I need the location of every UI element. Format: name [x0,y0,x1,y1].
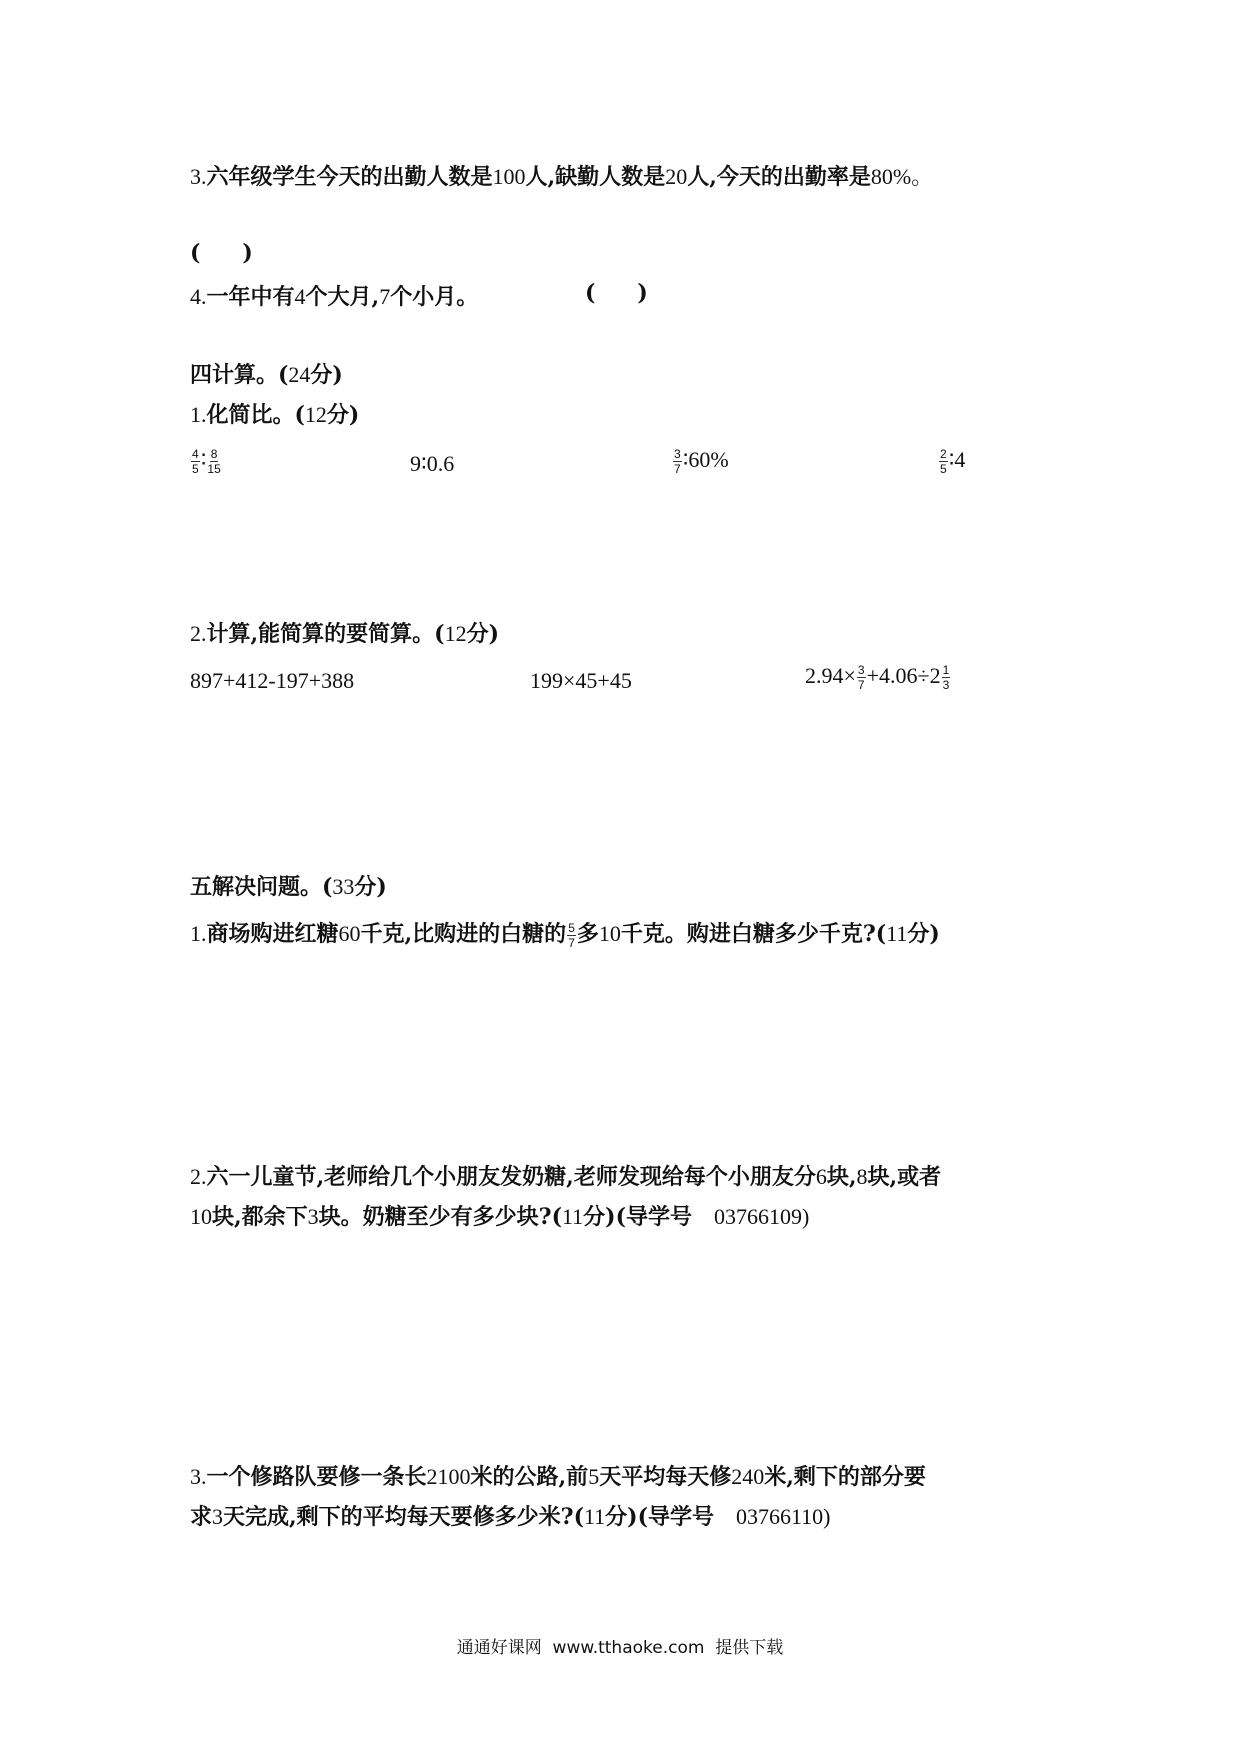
section-4-heading: 四计算。(24分) [190,362,343,388]
answer-blank-3[interactable]: ( ) [190,240,253,266]
page-footer: 通通好课网 www.tthaoke.com 提供下载 [456,1638,784,1658]
ratio-4: $\frac{2}{5}$ ∶4 [940,447,966,477]
answer-blank-4[interactable]: ( ) [585,280,648,306]
expression-1: 897+412-197+388 [190,668,355,693]
expression-2: 199×45+45 [530,668,632,693]
problem-1: 1.商场购进红糖60千克,比购进的白糖的 $\frac{5}{7}$ 多10千克。购进白糖多少千克?(11分) [190,920,940,950]
ratio-3: $\frac{3}{7}$ ∶60% [674,447,729,477]
problem-3-line-1: 3.一个修路队要修一条长2100米的公路,前5天平均每天修240米,剩下的部分要 [190,1464,926,1490]
fraction: $\frac{5}{7}$ [568,920,575,950]
fraction: $\frac{1}{3}$ [942,663,950,693]
problem-3-line-2: 求3天完成,剩下的平均每天要修多少米?(11分)(导学号 03766110) [190,1504,831,1530]
fraction: $\frac{3}{7}$ [857,663,865,693]
question-4: 4.一年中有4个大月,7个小月。 [190,284,479,310]
fraction: $\frac{2}{5}$ [940,447,947,477]
footer-link[interactable]: www.tthaoke.com [552,1638,705,1658]
question-3: 3.六年级学生今天的出勤人数是100人,缺勤人数是20人,今天的出勤率是80%。 [190,164,934,190]
ratio-2: 9∶0.6 [410,451,455,476]
section-4-sub-1: 1.化简比。(12分) [190,402,360,428]
fraction: $\frac{3}{7}$ [674,447,681,477]
problem-2-line-2: 10块,都余下3块。奶糖至少有多少块?(11分)(导学号 03766109) [190,1204,810,1230]
section-4-sub-2: 2.计算,能简算的要简算。(12分) [190,621,499,647]
fraction: $\frac{4}{5}$ [192,447,199,477]
ratio-1: $\frac{4}{5}$ ∶ $\frac{8}{15}$ [192,447,221,477]
expression-3: 2.94× $\frac{3}{7}$ +4.06÷2 $\frac{1}{3}$ [805,663,950,693]
section-5-heading: 五解决问题。(33分) [190,874,387,900]
fraction: $\frac{8}{15}$ [207,447,221,477]
problem-2-line-1: 2.六一儿童节,老师给几个小朋友发奶糖,老师发现给每个小朋友分6块,8块,或者 [190,1164,942,1190]
